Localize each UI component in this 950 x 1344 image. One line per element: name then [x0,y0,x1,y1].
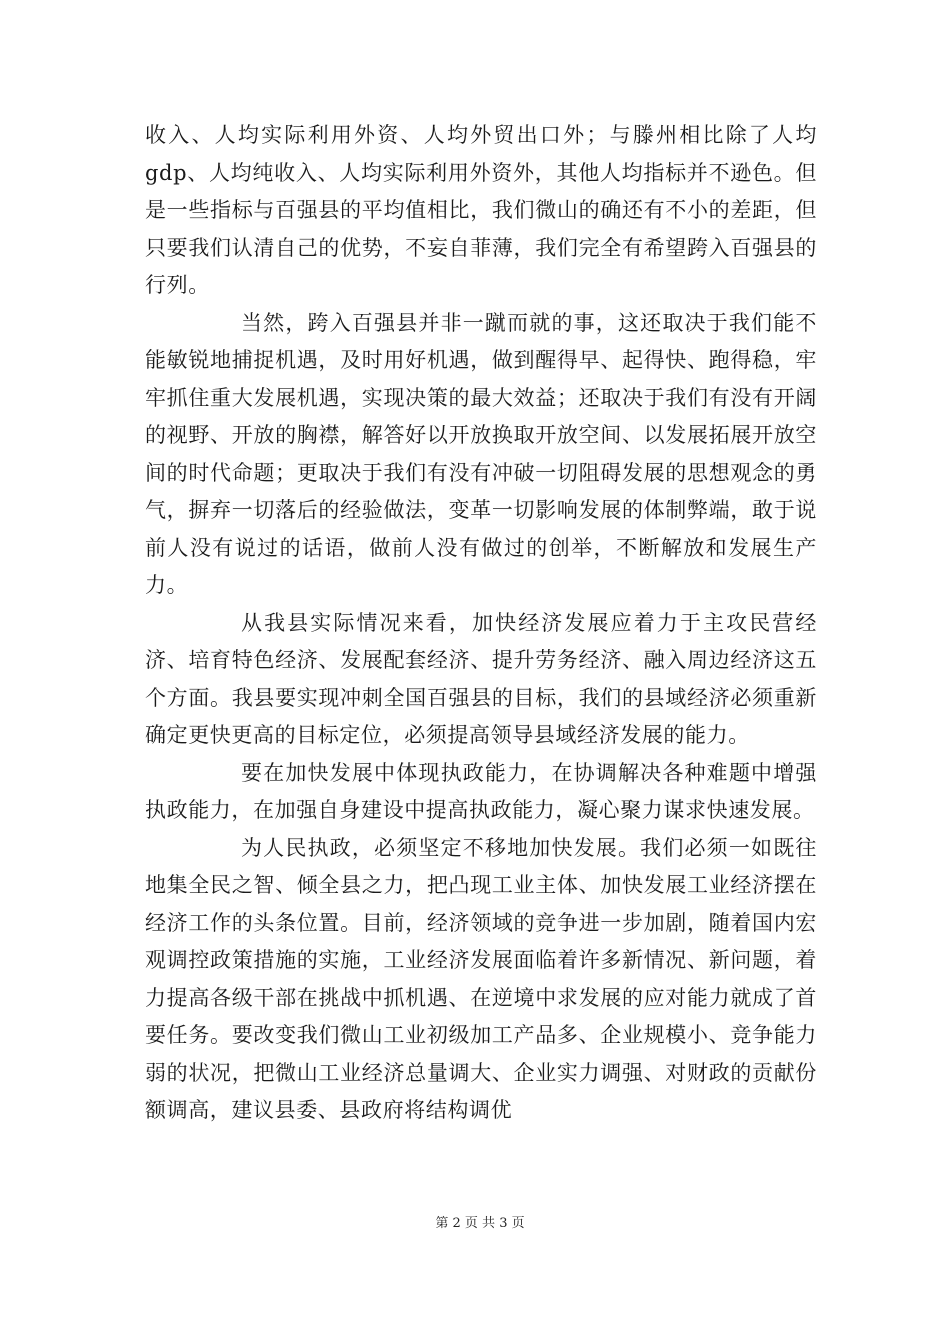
paragraph: 为人民执政，必须坚定不移地加快发展。我们必须一如既往地集全民之智、倾全县之力，把凸现工业主体、加快发展工业经济摆在经济工作的头条位置。目前，经济领域的竞争进一步加剧，随着国内宏观调控政策措施的实施，工业经济发展面临着许多新情况、新问题，着力提高各级干部在挑战中抓机遇、在逆境中求发展的应对能力就成了首要任务。要改变我们微山工业初级加工产品多、企业规模小、竞争能力弱的状况，把微山工业经济总量调大、企业实力调强、对财政的贡献份额调高，建议县委、县政府将结构调优 [145,835,817,1122]
document-body [145,117,817,1130]
paragraph-continued: 收入、人均实际利用外资、人均外贸出口外；与滕州相比除了人均gdp、人均纯收入、人均实际利用外资外，其他人均指标并不逊色。但是一些指标与百强县的平均值相比，我们微山的确还有不小的差距，但只要我们认清自己的优势，不妄自菲薄，我们完全有希望跨入百强县的行列。 [145,123,817,297]
paragraph: 从我县实际情况来看，加快经济发展应着力于主攻民营经济、培育特色经济、发展配套经济、提升劳务经济、融入周边经济这五个方面。我县要实现冲刺全国百强县的目标，我们的县域经济必须重新确定更快更高的目标定位，必须提高领导县域经济发展的能力。 [145,610,817,747]
page-number: 第 2 页 共 3 页 [435,1216,525,1231]
paragraph: 当然，跨入百强县并非一蹴而就的事，这还取决于我们能不能敏锐地捕捉机遇，及时用好机遇，做到醒得早、起得快、跑得稳，牢牢抓住重大发展机遇，实现决策的最大效益；还取决于我们有没有开阔的视野、开放的胸襟，解答好以开放换取开放空间、以发展拓展开放空间的时代命题；更取决于我们有没有冲破一切阻碍发展的思想观念的勇气，摒弃一切落后的经验做法，变革一切影响发展的体制弊端，敢于说前人没有说过的话语，做前人没有做过的创举，不断解放和发展生产力。 [145,310,817,597]
paragraph: 要在加快发展中体现执政能力，在协调解决各种难题中增强执政能力，在加强自身建设中提高执政能力，凝心聚力谋求快速发展。 [145,760,817,822]
